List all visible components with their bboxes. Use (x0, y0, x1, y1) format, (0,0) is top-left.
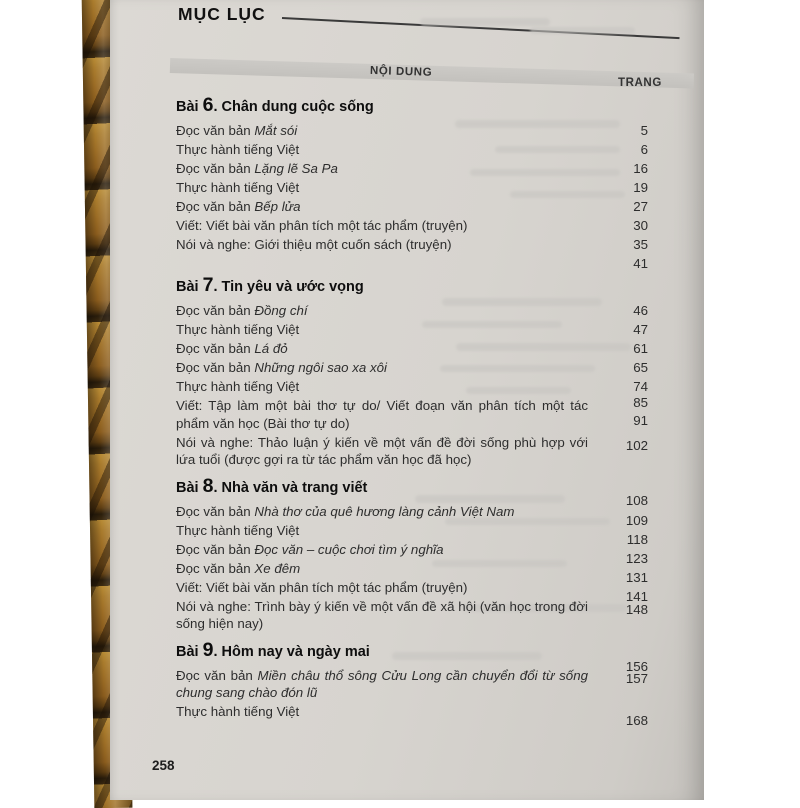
toc-row (176, 255, 648, 271)
page-number: 148 (625, 601, 648, 617)
page-number: 46 (633, 303, 648, 318)
toc-row: Thực hành tiếng Việt 19 (176, 180, 648, 195)
toc-row: Viết: Viết bài văn phân tích một tác phẩm (truyện) 141 (176, 579, 648, 604)
page-number: 61 (633, 341, 648, 356)
page-number: 157 (625, 670, 648, 686)
section-number: 8 (202, 474, 214, 497)
toc-row: Đọc văn bản Bếp lửa 27 (176, 199, 648, 214)
toc-row: Viết: Tập làm một bài thơ tự do/ Viết đoạn văn phân tích một tác phẩm văn học (Bài thơ tự do) 85 91 (176, 395, 648, 431)
page-number: 102 (625, 437, 648, 453)
column-header-content: NỘI DUNG (369, 64, 433, 79)
page-number: 118 (626, 531, 648, 547)
toc-row: Thực hành tiếng Việt 47 (176, 322, 648, 337)
page-number: 6 (640, 142, 648, 157)
book-page (110, 0, 704, 800)
toc-row: Đọc văn bản Miền châu thổ sông Cửu Long cần chuyển đổi từ sống chung sang chào đón lũ 157 (176, 667, 648, 700)
section-number: 9 (202, 638, 214, 661)
toc-row: Thực hành tiếng Việt 6 (176, 142, 648, 157)
toc-row: Thực hành tiếng Việt 168 (176, 704, 648, 728)
toc-row: Nói và nghe: Trình bày ý kiến về một vấn đề xã hội (văn học trong đời sống hiện nay) 148 (176, 598, 648, 631)
section-number: 6 (202, 94, 214, 116)
table-of-contents (176, 88, 648, 728)
page-number: 168 (625, 713, 648, 728)
section-heading-text (176, 475, 608, 499)
toc-row: Đọc văn bản Những ngôi sao xa xôi 65 (176, 360, 648, 375)
section-page-number: 156 (625, 658, 648, 674)
toc-row: Đọc văn bản Lặng lẽ Sa Pa 16 (176, 161, 648, 176)
page-number: 123 (625, 550, 648, 566)
section-page-number: 108 (625, 492, 648, 508)
bleed-through-mark (530, 27, 635, 34)
toc-row: Đọc văn bản Đọc văn – cuộc chơi tìm ý nghĩa 123 (176, 541, 648, 566)
section-label: Bài (176, 279, 199, 295)
toc-row: Đọc văn bản Nhà thơ của quê hương làng cảnh Việt Nam 109 (176, 503, 648, 528)
section-title: Tin yêu và ước vọng (221, 279, 364, 295)
section-number: 7 (202, 274, 214, 296)
section-title: Nhà văn và trang viết (221, 479, 368, 496)
page-number: 41 (633, 256, 648, 271)
section-heading (176, 94, 648, 118)
toc-row: Đọc văn bản Xe đêm 131 (176, 560, 648, 585)
toc-row: Đọc văn bản Mắt sói 5 (176, 123, 648, 138)
toc-row: Thực hành tiếng Việt 118 (176, 522, 648, 547)
page-number: 141 (625, 588, 648, 604)
section-heading-text (176, 639, 608, 663)
book-page-number: 258 (152, 758, 175, 773)
section-title: Chân dung cuộc sống (221, 99, 374, 115)
section-separator: . (213, 643, 222, 660)
page-number: 27 (633, 199, 648, 214)
page-number: 47 (633, 322, 648, 337)
toc-row: Nói và nghe: Thảo luận ý kiến về một vấn đề đời sống phù hợp với lứa tuổi (được gợi ra từ tác phẩm văn học đã học) 102 (176, 434, 648, 467)
toc-row: Nói và nghe: Giới thiệu một cuốn sách (truyện) 35 (176, 237, 648, 252)
section-label: Bài (176, 99, 199, 115)
toc-row: Viết: Viết bài văn phân tích một tác phẩm (truyện) 30 (176, 218, 648, 233)
page-number: 19 (633, 180, 648, 195)
page-number: 109 (625, 512, 648, 528)
section-separator: . (213, 479, 222, 496)
page-number: 65 (633, 360, 648, 375)
section-title: Hôm nay và ngày mai (221, 643, 370, 660)
section-heading (176, 274, 648, 298)
page-number: 30 (633, 218, 648, 233)
toc-row: Thực hành tiếng Việt 74 (176, 379, 648, 394)
page-number: 131 (625, 569, 648, 585)
page-number: 5 (640, 123, 648, 138)
page-title: MỤC LỤC (178, 4, 266, 24)
section-separator: . (213, 99, 222, 115)
section-heading-text (176, 94, 648, 118)
page-number: 85 91 (633, 395, 648, 428)
page-number: 16 (633, 161, 648, 176)
section-separator: . (213, 279, 222, 295)
section-label: Bài (176, 643, 199, 660)
section-label: Bài (176, 479, 199, 496)
toc-row: Đọc văn bản Đồng chí 46 (176, 303, 648, 318)
column-header-page: TRANG (618, 77, 662, 89)
column-header-bar (170, 58, 694, 89)
section-heading (176, 638, 648, 674)
page-number: 35 (633, 237, 648, 252)
bleed-through-mark (420, 18, 550, 26)
toc-row: Đọc văn bản Lá đỏ 61 (176, 341, 648, 356)
section-heading-text (176, 274, 648, 298)
section-heading (176, 474, 648, 508)
page-number: 74 (633, 379, 648, 394)
